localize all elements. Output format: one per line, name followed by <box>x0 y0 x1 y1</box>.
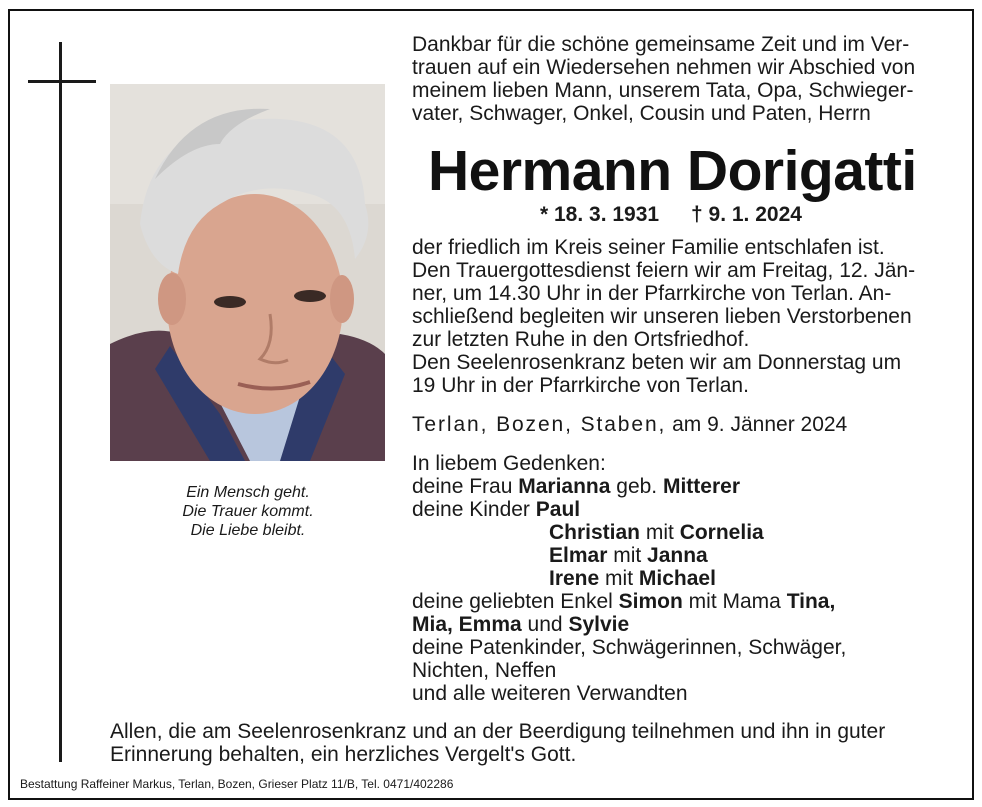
cross-icon-bar <box>28 80 96 83</box>
grandchildren-line <box>412 613 846 636</box>
closing-line: Erinnerung behalten, ein herzliches Vergelt's Gott. <box>110 743 577 766</box>
announcement-text <box>412 236 915 397</box>
child-name: Paul <box>535 498 581 521</box>
child-name: Irene <box>549 567 600 590</box>
grandchild-names: Mia, Emma <box>412 613 522 636</box>
body-line: Den Trauergottesdienst feiern wir am Freitag, 12. Jän- <box>412 259 916 282</box>
body-line: Den Seelenrosenkranz beten wir am Donnerstag um <box>412 351 902 374</box>
family-heading: In liebem Gedenken: <box>412 452 606 475</box>
partner-name: Janna <box>647 544 708 567</box>
child-name: Elmar <box>549 544 608 567</box>
wife-maiden-name: Mitterer <box>662 475 741 498</box>
portrait-photo <box>110 84 385 461</box>
with-word: mit <box>607 544 648 567</box>
motto <box>130 483 366 540</box>
intro-line: meinem lieben Mann, unserem Tata, Opa, Schwieger- <box>412 79 914 102</box>
and-word: und <box>521 613 569 636</box>
motto-line: Die Liebe bleibt. <box>190 522 306 539</box>
partner-name: Cornelia <box>679 521 764 544</box>
funeral-home-footer: Bestattung Raffeiner Markus, Terlan, Bozen, Grieser Platz 11/B, Tel. 0471/402286 <box>20 777 454 791</box>
motto-line: Die Trauer kommt. <box>182 503 314 520</box>
grandchild-name: Simon <box>618 590 683 613</box>
wife-prefix: deine Frau <box>412 475 519 498</box>
partner-name: Michael <box>638 567 716 590</box>
place-towns: Terlan, Bozen, Staben, <box>412 413 667 436</box>
grandchild-name: Sylvie <box>568 613 630 636</box>
grand-prefix: deine geliebten Enkel <box>412 590 619 613</box>
child-line <box>549 567 716 590</box>
mother-name: Tina, <box>786 590 836 613</box>
wife-geb: geb. <box>610 475 663 498</box>
with-word: mit <box>599 567 639 590</box>
child-name: Christian <box>549 521 641 544</box>
with-word: mit <box>640 521 680 544</box>
intro-line: trauen auf ein Wiedersehen nehmen wir Abschied von <box>412 56 916 79</box>
wife-name: Marianna <box>518 475 611 498</box>
intro-line: vater, Schwager, Onkel, Cousin und Paten, Herrn <box>412 102 871 125</box>
motto-line: Ein Mensch geht. <box>186 484 310 501</box>
body-line: 19 Uhr in der Pfarrkirche von Terlan. <box>412 374 749 397</box>
place-date-line <box>412 413 847 436</box>
cross-icon <box>59 42 62 762</box>
body-line: zur letzten Ruhe in den Ortsfriedhof. <box>412 328 750 351</box>
body-line: schließend begleiten wir unseren lieben Verstorbenen <box>412 305 912 328</box>
nieces-line: Nichten, Neffen <box>412 659 557 682</box>
closing-text <box>110 720 885 766</box>
with-mama: mit Mama <box>682 590 787 613</box>
deceased-name: Hermann Dorigatti <box>428 139 917 203</box>
death-date: † 9. 1. 2024 <box>691 203 802 226</box>
relatives-line: und alle weiteren Verwandten <box>412 682 688 705</box>
family-list <box>412 452 740 521</box>
family-wife <box>412 475 740 498</box>
body-line: der friedlich im Kreis seiner Familie entschlafen ist. <box>412 236 885 259</box>
closing-line: Allen, die am Seelenrosenkranz und an der Beerdigung teilnehmen und ihn in guter <box>110 720 886 743</box>
intro-line: Dankbar für die schöne gemeinsame Zeit und im Ver- <box>412 33 910 56</box>
birth-date: * 18. 3. 1931 <box>540 203 660 226</box>
grandchildren-list <box>412 590 846 705</box>
body-line: ner, um 14.30 Uhr in der Pfarrkirche von Terlan. An- <box>412 282 892 305</box>
family-children <box>412 498 740 521</box>
place-date: am 9. Jänner 2024 <box>672 413 848 436</box>
children-prefix: deine Kinder <box>412 498 536 521</box>
child-line <box>549 544 708 567</box>
godchildren-line: deine Patenkinder, Schwägerinnen, Schwäger, <box>412 636 847 659</box>
grandchildren-line <box>412 590 846 613</box>
intro-text <box>412 33 915 125</box>
child-line <box>549 521 764 544</box>
